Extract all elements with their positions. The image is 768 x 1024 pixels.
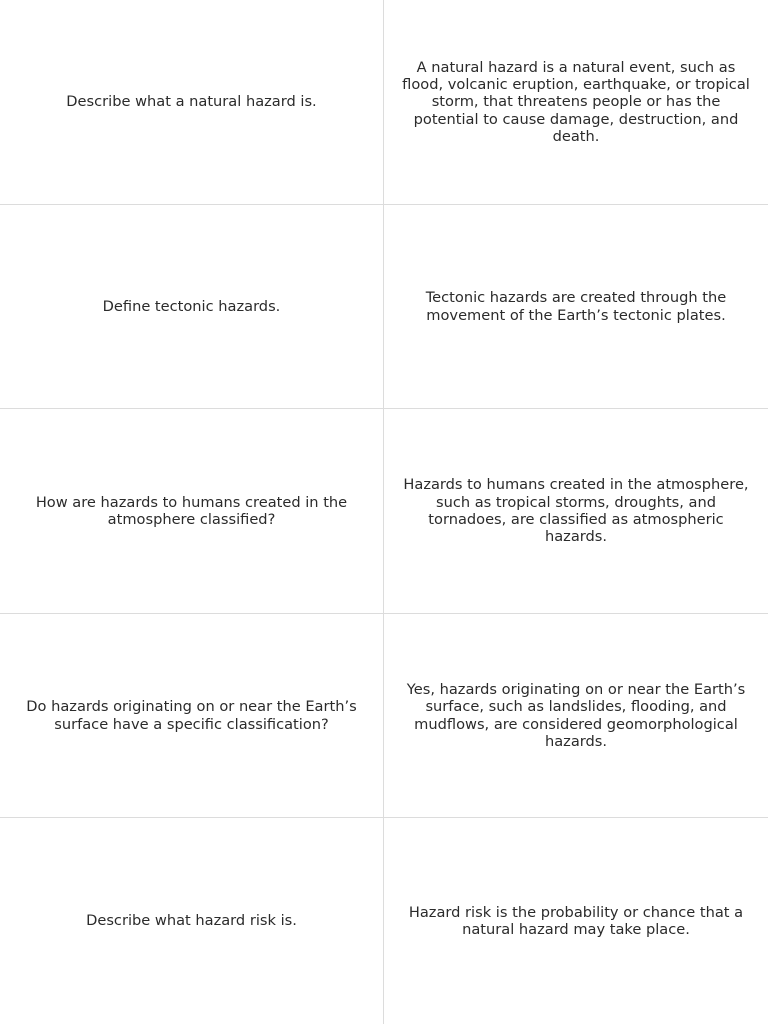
card-answer — [384, 0, 768, 205]
card-question — [0, 205, 384, 409]
card-question — [0, 818, 384, 1024]
card-answer — [384, 818, 768, 1024]
card-question-text: Define tectonic hazards. — [102, 297, 281, 315]
card-question — [0, 0, 384, 205]
card-answer — [384, 205, 768, 409]
card-question-text: Describe what a natural hazard is. — [66, 93, 317, 111]
card-answer-text: Yes, hazards originating on or near the Earth’s surface, such as landslides, flooding, and mudflows, are considered geomorphological hazards. — [406, 680, 746, 750]
card-question — [0, 409, 384, 614]
card-question-text: Describe what hazard risk is. — [86, 912, 297, 930]
card-question — [0, 614, 384, 818]
card-answer-text: Hazard risk is the probability or chance that a natural hazard may take place. — [408, 903, 744, 938]
card-answer — [384, 614, 768, 818]
card-answer-text: Hazards to humans created in the atmosphere, such as tropical storms, droughts, and tornadoes, are classified as atmospheric hazards. — [403, 476, 749, 546]
card-question-text: How are hazards to humans created in the atmosphere classified? — [35, 493, 348, 528]
card-question-text: Do hazards originating on or near the Earth’s surface have a specific classification? — [26, 698, 357, 733]
card-answer-text: A natural hazard is a natural event, such as flood, volcanic eruption, earthquake, or tropical storm, that threatens people or has the potential to cause damage, destruction, and death. — [402, 58, 750, 145]
card-answer-text: Tectonic hazards are created through the movement of the Earth’s tectonic plates. — [425, 289, 727, 324]
card-answer — [384, 409, 768, 614]
